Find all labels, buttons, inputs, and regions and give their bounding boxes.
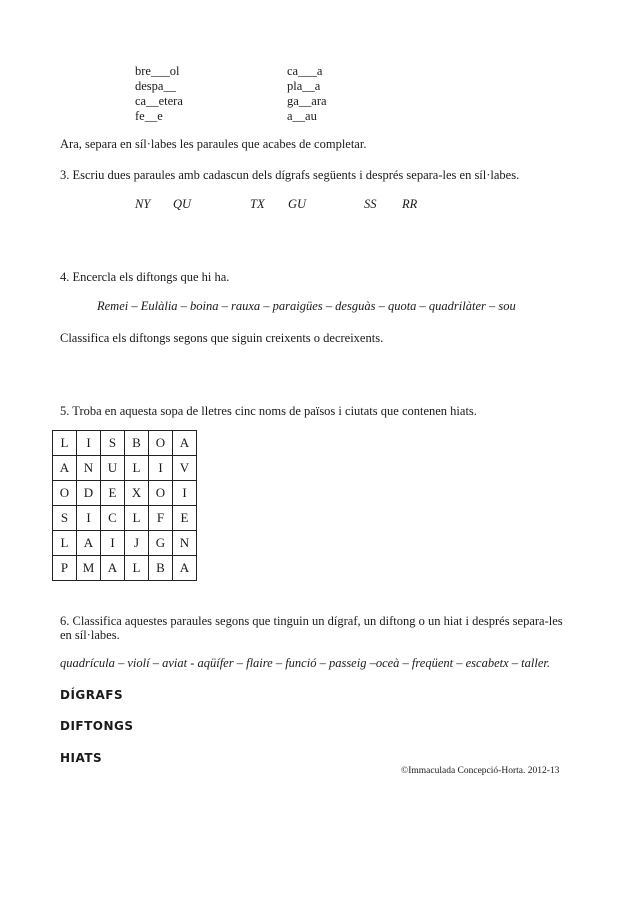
grid-cell: I bbox=[77, 506, 101, 531]
grid-row bbox=[53, 531, 197, 556]
grid-cell: D bbox=[77, 481, 101, 506]
grid-cell: X bbox=[125, 481, 149, 506]
grid-cell: N bbox=[173, 531, 197, 556]
fill-word: ca__etera bbox=[135, 94, 183, 108]
grid-cell: I bbox=[149, 456, 173, 481]
grid-cell: L bbox=[125, 506, 149, 531]
grid-cell: B bbox=[149, 556, 173, 581]
grid-cell: F bbox=[149, 506, 173, 531]
digraph-item: NY bbox=[135, 197, 151, 211]
q6-words: quadrícula – violí – aviat - aqüífer – flaire – funció – passeig –oceà – freqüent – escabetx – taller. bbox=[60, 656, 550, 670]
footer-copyright: ©Immaculada Concepció-Horta. 2012-13 bbox=[401, 766, 560, 776]
heading-hiats: HIATS bbox=[60, 751, 103, 765]
heading-diftongs: DIFTONGS bbox=[60, 719, 134, 733]
grid-row bbox=[53, 506, 197, 531]
heading-digrafs: DÍGRAFS bbox=[60, 688, 124, 702]
q4-classify: Classifica els diftongs segons que siguin creixents o decreixents. bbox=[60, 331, 384, 345]
fill-word: pla__a bbox=[287, 79, 321, 93]
grid-cell: I bbox=[173, 481, 197, 506]
grid-cell: B bbox=[125, 431, 149, 456]
grid-row bbox=[53, 456, 197, 481]
fill-word: ga__ara bbox=[287, 94, 327, 108]
grid-cell: I bbox=[77, 431, 101, 456]
grid-cell: J bbox=[125, 531, 149, 556]
grid-cell: P bbox=[53, 556, 77, 581]
digraph-item: SS bbox=[364, 197, 377, 211]
grid-cell: A bbox=[173, 556, 197, 581]
grid-cell: L bbox=[125, 556, 149, 581]
q6-line2: en síl·labes. bbox=[60, 628, 120, 642]
digraph-item: TX bbox=[250, 197, 265, 211]
q3-text: 3. Escriu dues paraules amb cadascun dels dígrafs següents i després separa-les en síl·labes. bbox=[60, 168, 520, 182]
digraph-item: GU bbox=[288, 197, 307, 211]
grid-row bbox=[53, 431, 197, 456]
grid-cell: O bbox=[149, 431, 173, 456]
word-search-grid bbox=[52, 430, 197, 581]
grid-cell: A bbox=[77, 531, 101, 556]
fill-word: fe__e bbox=[135, 109, 163, 123]
grid-cell: G bbox=[149, 531, 173, 556]
grid-cell: S bbox=[53, 506, 77, 531]
grid-cell: A bbox=[101, 556, 125, 581]
fill-words-left bbox=[135, 64, 183, 124]
fill-word: bre___ol bbox=[135, 64, 180, 78]
grid-cell: A bbox=[173, 431, 197, 456]
q5-text: 5. Troba en aquesta sopa de lletres cinc noms de països i ciutats que contenen hiats. bbox=[60, 404, 477, 418]
q6-line1: 6. Classifica aquestes paraules segons que tinguin un dígraf, un diftong o un hiat i després separa-les bbox=[60, 614, 563, 628]
grid-cell: C bbox=[101, 506, 125, 531]
grid-cell: O bbox=[149, 481, 173, 506]
grid-cell: S bbox=[101, 431, 125, 456]
grid-cell: M bbox=[77, 556, 101, 581]
fill-word: despa__ bbox=[135, 79, 176, 93]
fill-words-right bbox=[287, 64, 327, 124]
fill-word: ca___a bbox=[287, 64, 323, 78]
q4-words: Remei – Eulàlia – boina – rauxa – paraigües – desguàs – quota – quadrilàter – sou bbox=[97, 299, 516, 313]
grid-cell: L bbox=[53, 431, 77, 456]
grid-row bbox=[53, 481, 197, 506]
grid-cell: U bbox=[101, 456, 125, 481]
grid-cell: L bbox=[53, 531, 77, 556]
digraph-item: RR bbox=[402, 197, 418, 211]
fill-word: a__au bbox=[287, 109, 317, 123]
digraph-item: QU bbox=[173, 197, 192, 211]
grid-cell: I bbox=[101, 531, 125, 556]
grid-cell: A bbox=[53, 456, 77, 481]
grid-cell: O bbox=[53, 481, 77, 506]
q4-text: 4. Encercla els diftongs que hi ha. bbox=[60, 270, 230, 284]
grid-cell: L bbox=[125, 456, 149, 481]
instruction-syllables: Ara, separa en síl·labes les paraules que acabes de completar. bbox=[60, 137, 367, 151]
grid-cell: E bbox=[173, 506, 197, 531]
grid-row bbox=[53, 556, 197, 581]
grid-cell: V bbox=[173, 456, 197, 481]
grid-cell: E bbox=[101, 481, 125, 506]
grid-cell: N bbox=[77, 456, 101, 481]
